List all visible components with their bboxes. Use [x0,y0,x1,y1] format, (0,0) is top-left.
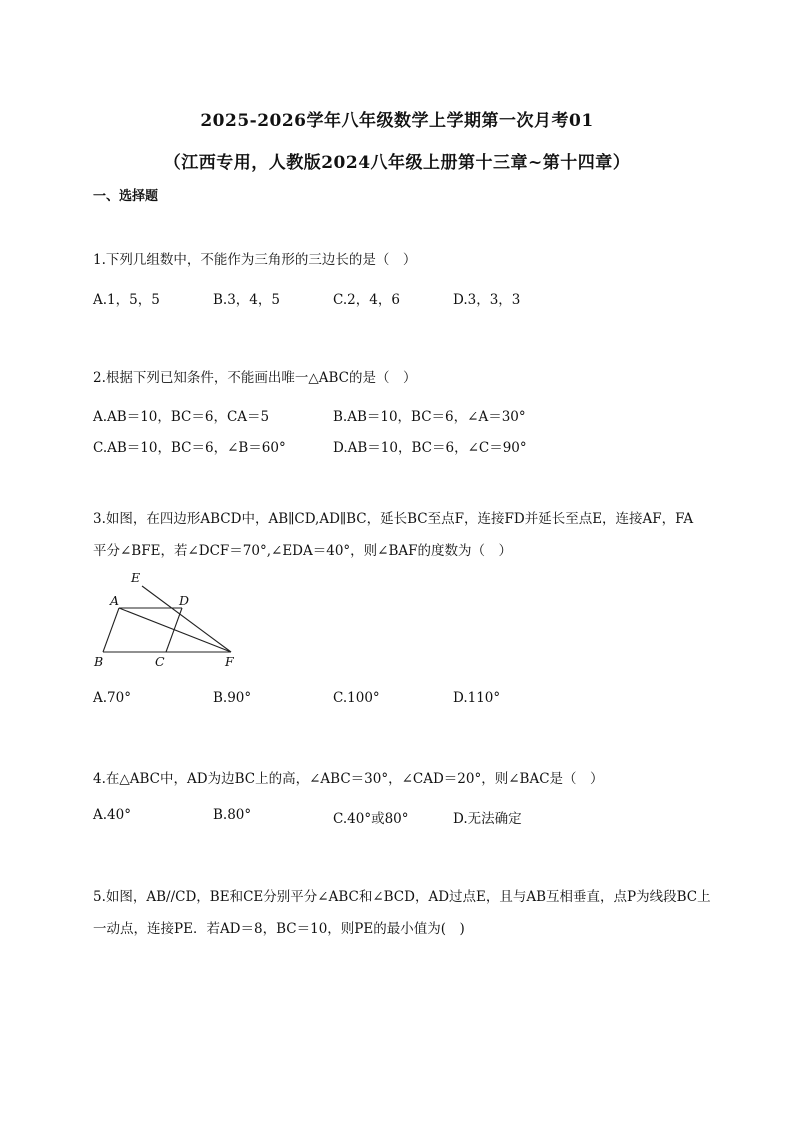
question-2-option-b: B.AB＝10，BC＝6，∠A＝30° [333,409,526,425]
question-1-option-c: C.2，4，6 [333,292,400,308]
question-5-stem-line2: 一动点，连接PE．若AD＝8，BC＝10，则PE的最小值为( ) [93,921,465,937]
question-4-stem: 4.在△ABC中，AD为边BC上的高，∠ABC＝30°，∠CAD＝20°，则∠BAC是（ ） [93,771,604,787]
question-4-option-a: A.40° [93,807,131,823]
question-3-figure [88,568,248,678]
exam-title: 2025-2026学年八年级数学上学期第一次月考01 [200,111,594,131]
question-3-option-b: B.90° [213,690,252,706]
label-d: D [179,593,190,608]
question-3-option-a: A.70° [93,690,131,706]
question-4-option-d: D.无法确定 [453,811,522,827]
question-3-option-c: C.100° [333,690,380,706]
question-1-option-d: D.3，3，3 [453,292,521,308]
question-4-option-b: B.80° [213,807,252,823]
label-c: C [155,654,165,669]
question-3-option-d: D.110° [453,690,501,706]
segment-ab [103,608,119,652]
label-b: B [94,654,104,669]
label-a: A [110,593,120,608]
label-f: F [225,654,234,669]
question-1-option-a: A.1，5，5 [93,292,160,308]
question-3-stem-line1: 3.如图，在四边形ABCD中，AB∥CD,AD∥BC，延长BC至点F，连接FD并延长至点E，连接AF，FA [93,511,694,527]
question-2-option-a: A.AB＝10，BC＝6，CA＝5 [93,409,270,425]
exam-subtitle: （江西专用，人教版2024八年级上册第十三章~第十四章） [163,153,631,173]
question-2-option-c: C.AB＝10，BC＝6，∠B＝60° [93,440,286,456]
question-1-stem: 1.下列几组数中，不能作为三角形的三边长的是（ ） [93,252,417,268]
question-2-option-d: D.AB＝10，BC＝6，∠C＝90° [333,440,527,456]
segment-af [119,608,231,652]
question-4-option-c: C.40°或80° [333,811,409,827]
section-heading: 一、选择题 [93,189,159,204]
question-5-stem-line1: 5.如图，AB//CD，BE和CE分别平分∠ABC和∠BCD，AD过点E，且与AB互相垂直，点P为线段BC上 [93,889,711,905]
question-2-stem: 2.根据下列已知条件，不能画出唯一△ABC的是（ ） [93,370,417,386]
question-1-option-b: B.3，4，5 [213,292,280,308]
question-3-stem-line2: 平分∠BFE，若∠DCF＝70°,∠EDA＝40°，则∠BAF的度数为（ ） [93,543,513,559]
label-e: E [131,570,141,585]
